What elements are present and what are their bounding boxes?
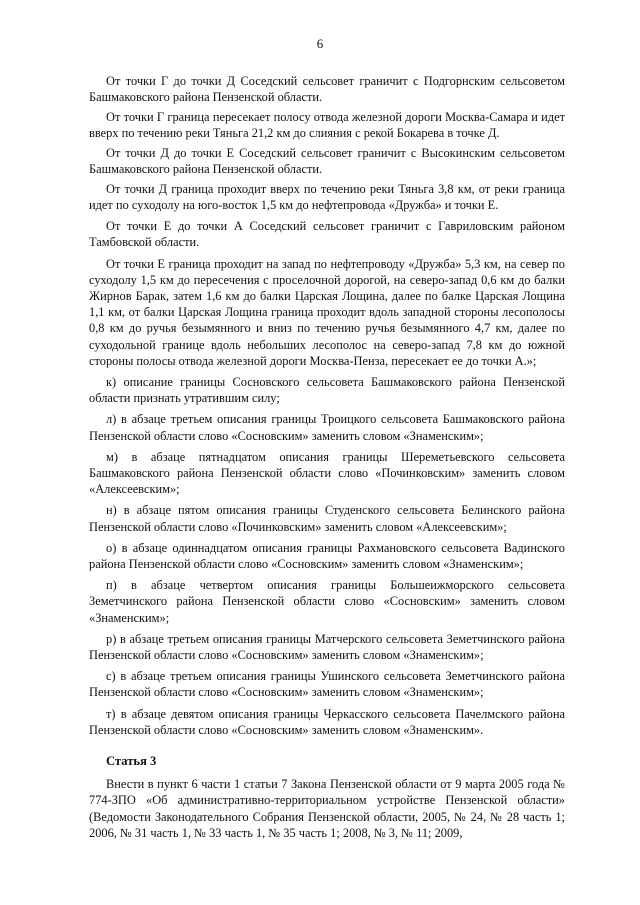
paragraph-g-d-neighbor: От точки Г до точки Д Соседский сельсовет граничит с Подгорнским сельсоветом Башмаковского района Пензенской области.	[89, 74, 565, 105]
paragraph-d-boundary: От точки Д граница проходит вверх по течению реки Тяньга 3,8 км, от реки граница идет по суходолу на юго-восток 1,5 км до нефтепровода «Дружба» и точки Е.	[89, 181, 565, 212]
list-item-t: т) в абзаце девятом описания границы Черкасского сельсовета Пачелмского района Пензенской области слово «Сосновским» заменить словом «Знаменским».	[89, 706, 565, 737]
list-item-n: н) в абзаце пятом описания границы Студенского сельсовета Белинского района Пензенской области слово «Починковским» заменить словом «Алексеевским»;	[89, 503, 565, 534]
paragraph-d-e-neighbor: От точки Д до точки Е Соседский сельсовет граничит с Высокинским сельсоветом Башмаковского района Пензенской области.	[89, 145, 565, 177]
list-item-r: р) в абзаце третьем описания границы Матчерского сельсовета Земетчинского района Пензенской области слово «Сосновским» заменить словом «Знаменским»;	[89, 631, 565, 662]
page-number: 6	[316, 36, 324, 51]
document-body	[89, 73, 565, 845]
paragraph-e-boundary: От точки Е граница проходит на запад по нефтепроводу «Дружба» 5,3 км, на север по суходолу 1,5 км до пересечения с проселочной дорогой, на северо-запад 0,6 км до балки Жирнов Барак, затем 1,6 км до балки Царская Лощина, далее по балке Царская Лощина 1,1 км, от балки Царская Лощина граница проходит вдоль западной стороны лесополосы 0,8 км до ручья безымянного и вниз по течению ручья безымянного 4,7 км, далее по суходольной границе вдоль небольших лесополос на северо-запад 7,8 км до южной стороны полосы отвода железной дороги Москва-Пенза, пересекает ее до точки А.»;	[89, 256, 565, 368]
paragraph-g-boundary: От точки Г граница пересекает полосу отвода железной дороги Москва-Самара и идет вверх по течению реки Тяньга 21,2 км до слияния с рекой Бокарева в точке Д.	[89, 109, 565, 141]
article-heading: Статья 3	[106, 754, 157, 769]
list-item-p: п) в абзаце четвертом описания границы Большеижморского сельсовета Земетчинского района Пензенской области слово «Сосновским» заменить словом «Знаменским»;	[89, 578, 565, 625]
list-item-s: с) в абзаце третьем описания границы Ушинского сельсовета Земетчинского района Пензенской области слово «Сосновским» заменить словом «Знаменским»;	[89, 669, 565, 700]
article-text: Внести в пункт 6 части 1 статьи 7 Закона Пензенской области от 9 марта 2005 года № 774-ЗПО «Об административно-территориальном устройстве Пензенской области» (Ведомости Законодательного Собрания Пензенской области, 2005, № 24, № 28 часть 1; 2006, № 31 часть 1, № 33 часть 1, № 35 часть 1; 2008, № 3, № 11; 2009,	[89, 777, 565, 840]
list-item-l: л) в абзаце третьем описания границы Троицкого сельсовета Башмаковского района Пензенской области слово «Сосновским» заменить словом «Знаменским»;	[89, 412, 565, 443]
paragraph-e-a-neighbor: От точки Е до точки А Соседский сельсовет граничит с Гавриловским районом Тамбовской области.	[89, 219, 565, 250]
list-item-m: м) в абзаце пятнадцатом описания границы Шереметьевского сельсовета Башмаковского района Пензенской области слово «Починковским» заменить словом «Алексеевским»;	[89, 449, 565, 497]
list-item-k: к) описание границы Сосновского сельсовета Башмаковского района Пензенской области признать утратившим силу;	[89, 374, 565, 406]
list-item-o: о) в абзаце одиннадцатом описания границы Рахмановского сельсовета Вадинского района Пензенской области слово «Сосновским» заменить словом «Знаменским»;	[89, 540, 565, 571]
